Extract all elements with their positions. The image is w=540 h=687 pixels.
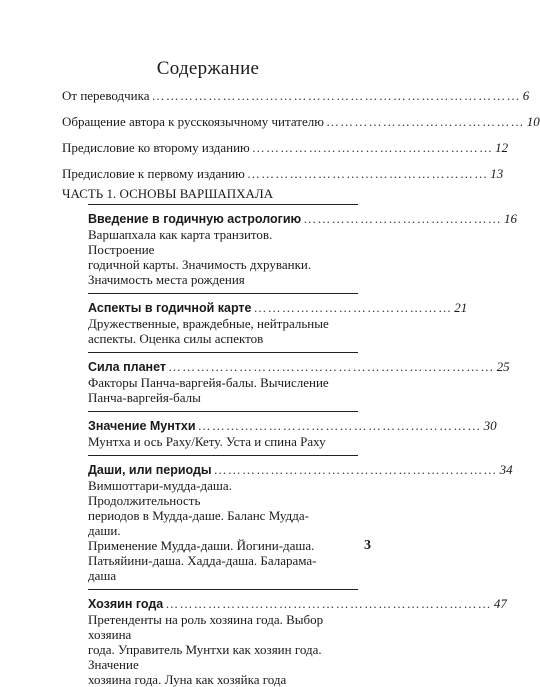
description-line: Варшапхала как карта транзитов. Построение <box>88 227 273 257</box>
toc-entry-author-address[interactable] <box>62 114 540 129</box>
toc-entry-page: 10 <box>526 114 540 129</box>
toc-entry-label: Обращение автора к русскоязычному читателю <box>62 114 324 129</box>
toc-entry-label: От переводчика <box>62 88 150 103</box>
section-description <box>62 612 358 687</box>
section-description <box>62 316 358 346</box>
section-title: Введение в годичную астрологию <box>88 212 302 226</box>
description-line: Панча-варгейя-балы <box>88 390 201 405</box>
toc-section-planet-strength[interactable] <box>62 359 510 375</box>
page-number: 3 <box>364 538 371 553</box>
toc-entry-page: 13 <box>490 166 504 181</box>
description-line: периодов в Мудда-даше. Баланс Мудда-даши. <box>88 508 309 538</box>
section-title: Хозяин года <box>88 597 164 611</box>
leader-dots: …………………………………… <box>253 300 453 315</box>
toc-section-dashas[interactable] <box>62 462 513 478</box>
leader-dots: …………………………………………… <box>246 166 489 181</box>
leader-dots: …………………………………………… <box>251 140 494 155</box>
section-description <box>62 478 358 583</box>
leader-dots: …………………………………… <box>303 211 503 226</box>
toc-entry-second-preface[interactable] <box>62 140 509 155</box>
description-line: Мунтха и ось Раху/Кету. Уста и спина Раху <box>88 434 326 449</box>
description-line: Претенденты на роль хозяина года. Выбор хозяина <box>88 612 324 642</box>
description-line: года. Управитель Мунтхи как хозяин года. Значение <box>88 642 322 672</box>
toc-entry-page: 6 <box>522 88 530 103</box>
description-line: Дружественные, враждебные, нейтральные <box>88 316 329 331</box>
page-title: Содержание <box>156 58 260 79</box>
leader-dots: …………………………………… <box>325 114 525 129</box>
section-description <box>62 434 358 449</box>
section-page: 25 <box>496 359 510 374</box>
section-divider <box>88 455 358 456</box>
section-divider <box>88 352 358 353</box>
section-page: 47 <box>493 596 507 611</box>
leader-dots: …………………………………………………………………… <box>151 88 521 103</box>
description-line: Вимшоттари-мудда-даша. Продолжительность <box>88 478 232 508</box>
description-line: Значимость места рождения <box>88 272 245 287</box>
table-of-contents <box>62 88 540 687</box>
section-page: 16 <box>504 211 518 226</box>
section-description <box>62 227 358 287</box>
description-line: аспекты. Оценка силы аспектов <box>88 331 264 346</box>
toc-entry-translator[interactable] <box>62 88 530 103</box>
description-line: хозяина года. Луна как хозяйка года <box>88 672 287 687</box>
toc-entry-first-preface[interactable] <box>62 166 504 181</box>
section-page: 34 <box>499 462 513 477</box>
toc-entry-label: Предисловие ко второму изданию <box>62 140 250 155</box>
section-description <box>62 375 358 405</box>
section-divider <box>88 589 358 590</box>
leader-dots: …………………………………………………………… <box>165 596 492 611</box>
leader-dots: …………………………………………………… <box>197 418 482 433</box>
description-line: Факторы Панча-варгейя-балы. Вычисление <box>88 375 329 390</box>
section-title: Аспекты в годичной карте <box>88 301 252 315</box>
section-divider <box>88 293 358 294</box>
section-title: Даши, или периоды <box>88 463 212 477</box>
part-heading: ЧАСТЬ 1. ОСНОВЫ ВАРШАПХАЛА <box>62 186 274 201</box>
toc-entry-label: Предисловие к первому изданию <box>62 166 245 181</box>
section-title: Сила планет <box>88 360 166 374</box>
leader-dots: …………………………………………………… <box>213 462 498 477</box>
toc-section-year-lord[interactable] <box>62 596 507 612</box>
toc-section-intro[interactable] <box>62 211 518 227</box>
description-line: годичной карты. Значимость дхруванки. <box>88 257 312 272</box>
leader-dots: …………………………………………………………… <box>167 359 495 374</box>
section-page: 21 <box>454 300 468 315</box>
section-divider <box>88 411 358 412</box>
toc-section-muntha[interactable] <box>62 418 497 434</box>
toc-section-aspects[interactable] <box>62 300 468 316</box>
description-line: Патьяйини-даша. Хадда-даша. Баларама-даша <box>88 553 317 583</box>
description-line: Применение Мудда-даши. Йогини-даша. <box>88 538 315 553</box>
section-title: Значение Мунтхи <box>88 419 196 433</box>
section-page: 30 <box>483 418 497 433</box>
toc-entry-page: 12 <box>495 140 509 155</box>
section-divider <box>88 204 358 205</box>
